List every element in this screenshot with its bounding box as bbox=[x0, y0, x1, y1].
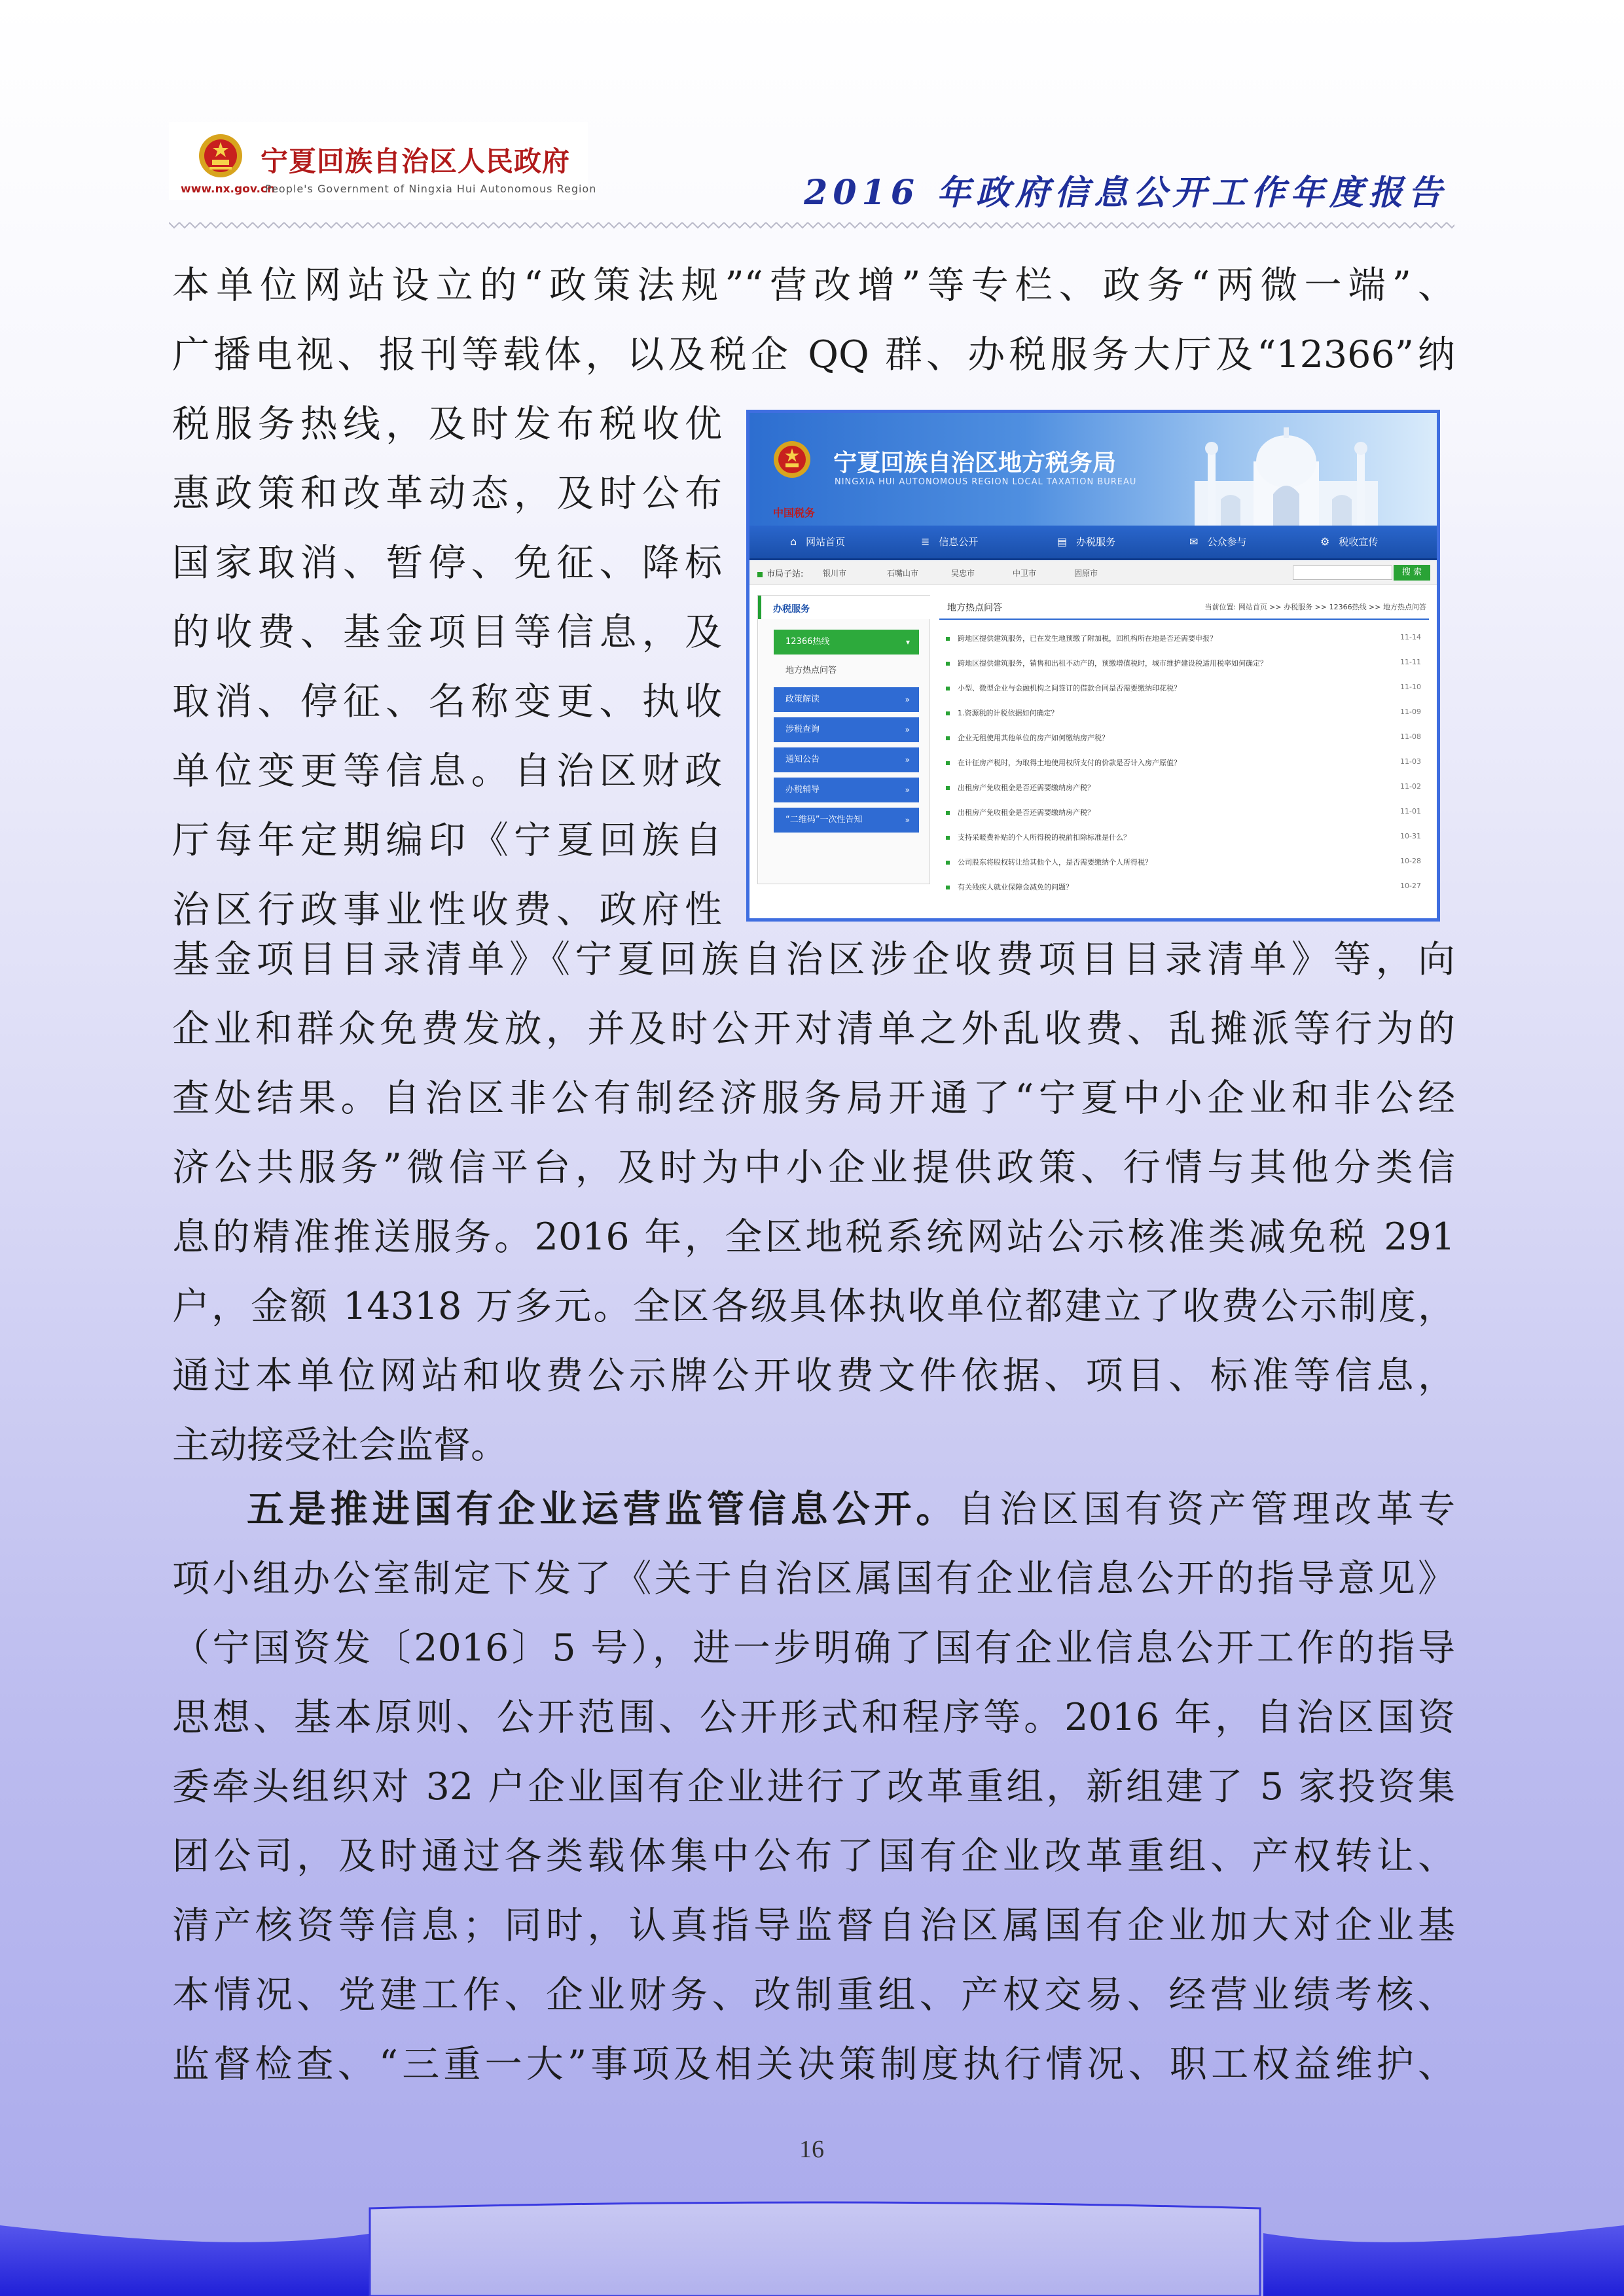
list-item[interactable]: 公司股东将股权转让给其他个人，是否需要缴纳个人所得税？ 10-28 bbox=[946, 857, 1424, 871]
paragraph-1-bottom bbox=[172, 925, 1455, 1480]
text-line: 委牵头组织对 32 户企业国有企业进行了改革重组，新组建了 5 家投资集 bbox=[172, 1765, 1455, 1808]
text-line: 户，金额 14318 万多元。全区各级具体执收单位都建立了收费公示制度， bbox=[172, 1285, 1455, 1328]
chat-icon: ✉ bbox=[1189, 535, 1199, 548]
site-name: 宁夏回族自治区人民政府 bbox=[261, 145, 571, 177]
list-item[interactable]: 出租房产免收租金是否还需要缴纳房产税？ 11-01 bbox=[946, 807, 1424, 821]
sidebar-item-notices[interactable]: 通知公告 » bbox=[774, 747, 919, 772]
text-line: 本单位网站设立的“政策法规”“营改增”等专栏、政务“两微一端”、 bbox=[172, 264, 1455, 307]
text-line: 监督检查、“三重一大”事项及相关决策制度执行情况、职工权益维护、 bbox=[172, 2043, 1455, 2086]
gear-icon: ⚙ bbox=[1320, 535, 1330, 548]
text-line: （宁国资发〔2016〕5 号），进一步明确了国有企业信息公开工作的指导 bbox=[172, 1626, 1455, 1670]
text-line: 国家取消、暂停、免征、降标 bbox=[172, 541, 722, 584]
sidebar-header: 办税服务 bbox=[758, 596, 933, 619]
text-line: 本情况、党建工作、企业财务、改制重组、产权交易、经营业绩考核、 bbox=[172, 1973, 1455, 2017]
bullet-icon bbox=[946, 736, 950, 740]
sidebar-item-tax-query[interactable]: 涉税查询 » bbox=[774, 717, 919, 742]
breadcrumb: 当前位置: 网站首页 >> 办税服务 >> 12366热线 >> 地方热点问答 bbox=[1204, 603, 1426, 611]
city-link[interactable]: 石嘴山市 bbox=[887, 569, 919, 578]
paragraph-1-wrapped bbox=[172, 389, 722, 944]
bullet-icon bbox=[946, 662, 950, 666]
page-number: 16 bbox=[799, 2136, 824, 2163]
bullet-icon bbox=[946, 761, 950, 765]
website-nav-bar bbox=[749, 526, 1437, 560]
text-line: 项小组办公室制定下发了《关于自治区属国有企业信息公开的指导意见》 bbox=[172, 1557, 1455, 1600]
list-item[interactable]: 1.资源税的计税依据如何确定？ 11-09 bbox=[946, 708, 1424, 722]
website-subtitle: NINGXIA HUI AUTONOMOUS REGION LOCAL TAXATION BUREAU bbox=[835, 477, 1137, 487]
site-url: www.nx.gov.cn bbox=[181, 183, 276, 196]
text-line: 息的精准推送服务。2016 年，全区地税系统网站公示核准类减免税 291 bbox=[172, 1215, 1455, 1259]
city-label: 市局子站: bbox=[757, 567, 803, 579]
bullet-icon bbox=[946, 811, 950, 815]
list-item[interactable]: 小型、微型企业与金融机构之间签订的借款合同是否需要缴纳印花税？ 11-10 bbox=[946, 683, 1424, 697]
bullet-icon bbox=[946, 637, 950, 641]
text-line: 惠政策和改革动态，及时公布 bbox=[172, 472, 722, 515]
text-line: 治区行政事业性收费、政府性 bbox=[172, 888, 722, 931]
palace-illustration bbox=[1155, 422, 1417, 526]
china-tax-mark: 中国税务 bbox=[773, 507, 816, 519]
text-line: 五是推进国有企业运营监管信息公开。自治区国有资产管理改革专 bbox=[247, 1488, 1456, 1531]
text-line: 查处结果。自治区非公有制经济服务局开通了“宁夏中小企业和非公经 bbox=[172, 1077, 1455, 1120]
nav-home[interactable]: ⌂ 网站首页 bbox=[790, 535, 846, 548]
document-icon: ▤ bbox=[1057, 535, 1068, 548]
sidebar-item-qrcode[interactable]: “二维码”一次性告知 » bbox=[774, 808, 919, 833]
list-item[interactable]: 在计征房产税时，为取得土地使用权所支付的价款是否计入房产原值？ 11-03 bbox=[946, 757, 1424, 772]
website-sidebar bbox=[757, 595, 930, 884]
bullet-icon bbox=[946, 861, 950, 865]
city-link[interactable]: 银川市 bbox=[823, 569, 847, 578]
bullet-icon bbox=[946, 786, 950, 790]
nav-info-disclosure[interactable]: ≣ 信息公开 bbox=[921, 535, 979, 548]
list-icon: ≣ bbox=[921, 535, 930, 548]
sidebar-item-policy[interactable]: 政策解读 » bbox=[774, 687, 919, 712]
text-line: 思想、基本原则、公开范围、公开形式和程序等。2016 年，自治区国资 bbox=[172, 1696, 1455, 1739]
city-link[interactable]: 吴忠市 bbox=[951, 569, 975, 578]
website-search-input[interactable] bbox=[1293, 565, 1392, 580]
content-title: 地方热点问答 bbox=[947, 603, 1002, 613]
text-line: 通过本单位网站和收费公示牌公开收费文件依据、项目、标准等信息， bbox=[172, 1354, 1455, 1397]
text-line: 基金项目目录清单》《宁夏回族自治区涉企收费项目目录清单》等，向 bbox=[172, 938, 1455, 981]
bullet-icon bbox=[946, 687, 950, 691]
text-line: 厅每年定期编印《宁夏回族自 bbox=[172, 819, 722, 862]
bullet-icon bbox=[757, 572, 763, 577]
text-line: 清产核资等信息；同时，认真指导监督自治区属国有企业加大对企业基 bbox=[172, 1904, 1455, 1947]
bullet-icon bbox=[946, 711, 950, 715]
nav-tax-service[interactable]: ▤ 办税服务 bbox=[1057, 535, 1116, 548]
list-item[interactable]: 出租房产免收租金是否还需要缴纳房产税？ 11-02 bbox=[946, 782, 1424, 797]
double-chevron-icon: » bbox=[905, 695, 910, 704]
sidebar-item-guidance[interactable]: 办税辅导 » bbox=[774, 778, 919, 802]
text-line: 企业和群众免费发放，并及时公开对清单之外乱收费、乱摊派等行为的 bbox=[172, 1007, 1455, 1050]
text-line: 的收费、基金项目等信息，及 bbox=[172, 611, 722, 654]
bullet-icon bbox=[946, 886, 950, 889]
nav-tax-promotion[interactable]: ⚙ 税收宣传 bbox=[1320, 535, 1379, 548]
text-line: 主动接受社会监督。 bbox=[172, 1424, 508, 1467]
paragraph-1-top bbox=[172, 251, 1455, 389]
city-substation-bar bbox=[749, 561, 1437, 585]
city-link[interactable]: 中卫市 bbox=[1013, 569, 1037, 578]
chevron-down-icon: ▾ bbox=[905, 637, 910, 647]
tax-emblem-icon bbox=[773, 440, 811, 478]
sidebar-item-hot-qa[interactable]: 地方热点问答 bbox=[785, 666, 837, 675]
text-line: 广播电视、报刊等载体，以及税企 QQ 群、办税服务大厅及“12366”纳 bbox=[172, 333, 1455, 376]
report-title: 2016 年政府信息公开工作年度报告 bbox=[804, 173, 1447, 213]
list-item[interactable]: 跨地区提供建筑服务，销售和出租不动产的，预缴增值税时，城市维护建设税适用税率如何确定？ 11-11 bbox=[946, 658, 1424, 672]
content-header bbox=[939, 595, 1429, 620]
text-line: 团公司，及时通过各类载体集中公布了国有企业改革重组、产权转让、 bbox=[172, 1835, 1455, 1878]
text-line: 取消、停征、名称变更、执收 bbox=[172, 680, 722, 723]
city-link[interactable]: 固原市 bbox=[1074, 569, 1098, 578]
list-item[interactable]: 企业无租使用其他单位的房产如何缴纳房产税？ 11-08 bbox=[946, 732, 1424, 747]
site-name-en: People's Government of Ningxia Hui Autonomous Region bbox=[265, 183, 597, 195]
header-divider bbox=[169, 220, 1454, 230]
paragraph-2 bbox=[172, 1475, 1455, 2099]
section-lead: 五是推进国有企业运营监管信息公开。 bbox=[247, 1488, 958, 1531]
double-chevron-icon: » bbox=[905, 725, 910, 734]
list-item[interactable]: 有关残疾人就业保障金减免的问题？ 10-27 bbox=[946, 882, 1424, 896]
text-line: 单位变更等信息。自治区财政 bbox=[172, 749, 722, 793]
list-item[interactable]: 跨地区提供建筑服务，已在发生地预缴了附加税，回机构所在地是否还需要申报？ 11-14 bbox=[946, 633, 1424, 647]
text-line: 济公共服务”微信平台，及时为中小企业提供政策、行情与其他分类信 bbox=[172, 1146, 1455, 1189]
website-search-button[interactable]: 搜 索 bbox=[1394, 565, 1430, 581]
website-content bbox=[939, 595, 1429, 909]
national-emblem-icon bbox=[198, 133, 244, 179]
bullet-icon bbox=[946, 836, 950, 840]
nav-public-participation[interactable]: ✉ 公众参与 bbox=[1189, 535, 1247, 548]
double-chevron-icon: » bbox=[905, 816, 910, 825]
double-chevron-icon: » bbox=[905, 755, 910, 764]
sidebar-item-12366[interactable]: 12366热线 ▾ bbox=[774, 630, 919, 655]
footer-decoration bbox=[0, 2199, 1624, 2296]
tax-bureau-website-screenshot bbox=[746, 410, 1440, 922]
text-line: 税服务热线，及时发布税收优 bbox=[172, 403, 722, 446]
double-chevron-icon: » bbox=[905, 785, 910, 795]
home-icon: ⌂ bbox=[790, 535, 797, 548]
list-item[interactable]: 支持采暖费补贴的个人所得税的税前扣除标准是什么？ 10-31 bbox=[946, 832, 1424, 846]
website-title: 宁夏回族自治区地方税务局 bbox=[833, 450, 1117, 476]
